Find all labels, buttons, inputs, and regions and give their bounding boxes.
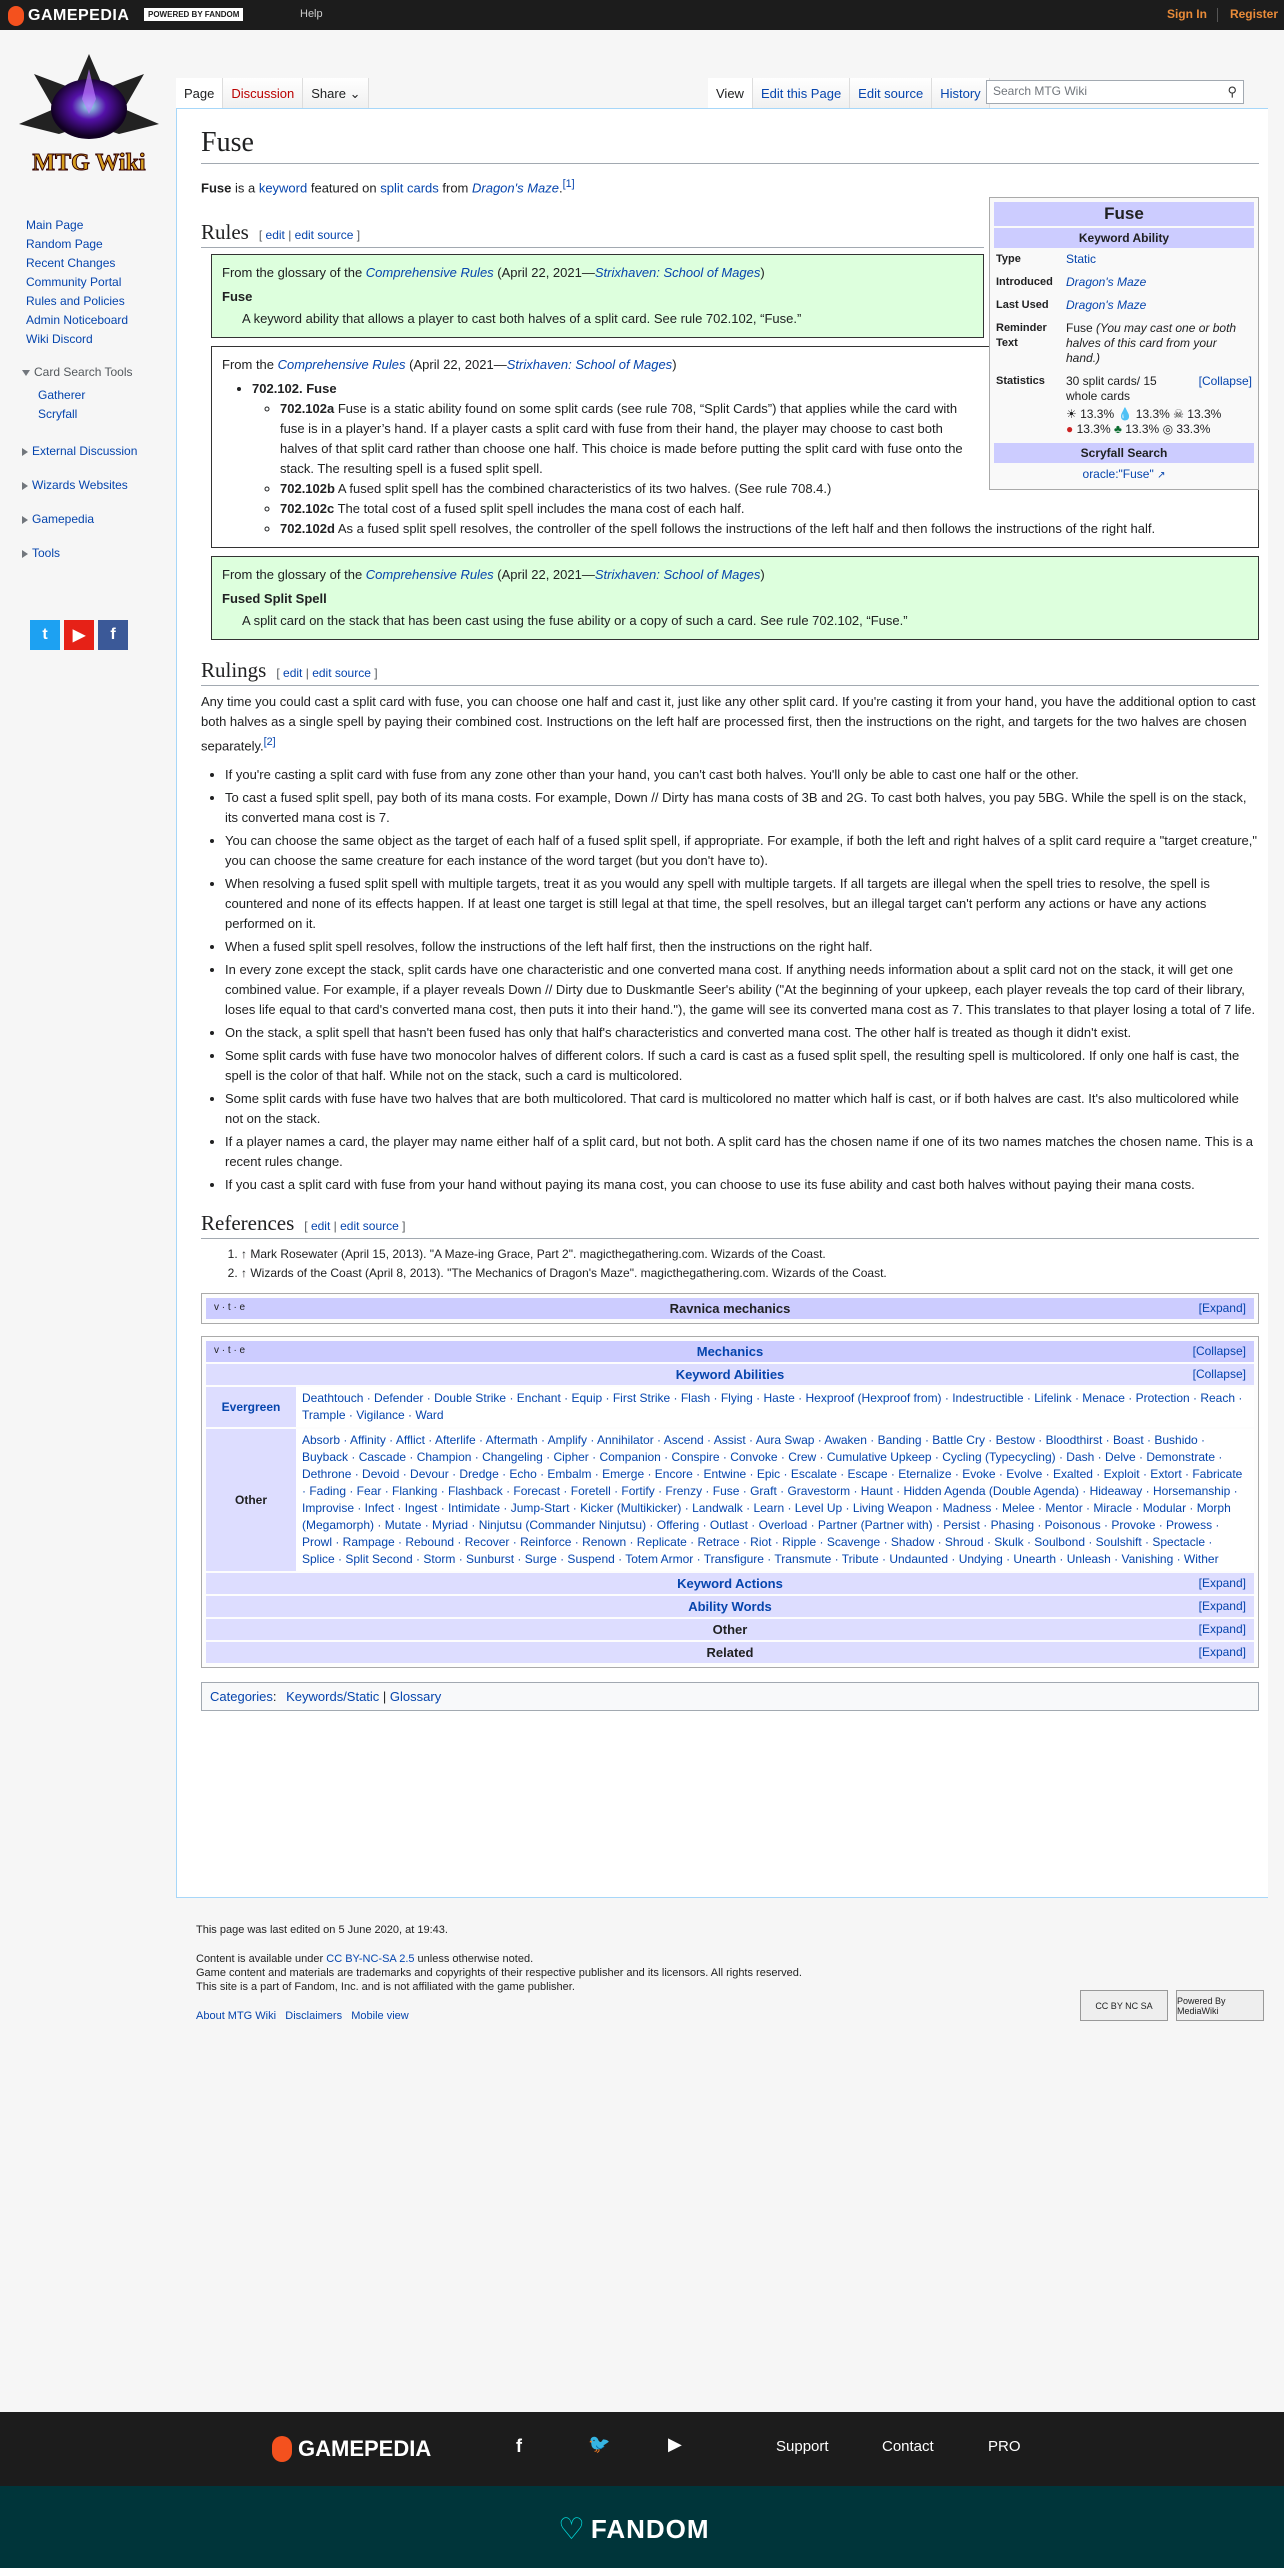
navbox-group-other <box>206 1429 1254 1571</box>
subheader-title[interactable]: Keyword Abilities <box>675 1366 785 1382</box>
expanded-icon <box>22 370 30 376</box>
heading-text: References <box>201 1210 295 1235</box>
strixhaven-link[interactable]: Strixhaven: School of Mages <box>594 567 761 583</box>
edit-section: [ edit | edit source ] <box>258 228 361 243</box>
stat-pct: 13.3% <box>1125 422 1160 436</box>
ruling-item: • In every zone except the stack, split cards have one characteristic and one converted mana cost. If anything needs information about a split card not on the stack, it will get one combined value. For example, if a player reveals Down // Dirty due to Duskmantle Seer's ability ("At the beginning of your upkeep, each player reveals the top card of their library, loses life equal to that card's converted mana cost, then puts it into their hand."), the game will see its converted mana cost as 7. This translates to that player losing a total of 7 life. <box>225 960 1259 1020</box>
powered-by-fandom: POWERED BY FANDOM <box>144 8 243 21</box>
reference-item: 1. ↑ Mark Rosewater (April 15, 2013). "A Maze-ing Grace, Part 2". magicthegathering.com. Wizards of the Coast. <box>241 1245 1259 1264</box>
glossary-definition: A split card on the stack that has been cast using the fuse ability or a copy of such a card. See rule 702.102, “Fuse.” <box>242 613 908 629</box>
top-bar <box>0 0 1284 30</box>
group-list[interactable]: Deathtouch · Defender · Double Strike · Enchant · Equip · First Strike · Flash · Flying · Haste · Hexproof (Hexproof from) · Indestructible · Lifelink · Menace · Protection · Reach · Trample · Vigilance · Ward <box>296 1387 1254 1427</box>
trademark-notice: Game content and materials are trademarks and copyrights of their respective publisher and its licensors. All rights reserved. <box>196 1967 802 1979</box>
blue-mana-icon: 💧 <box>1117 407 1133 421</box>
keyword-link[interactable]: keyword <box>258 180 308 196</box>
stat-pct: 13.3% <box>1080 407 1115 421</box>
text: from <box>438 180 472 196</box>
text: ) <box>760 265 765 281</box>
fandom-logo[interactable] <box>558 2512 710 2547</box>
collapsed-icon <box>22 448 28 456</box>
text: ) <box>760 567 765 583</box>
strixhaven-link[interactable]: Strixhaven: School of Mages <box>594 265 761 281</box>
rulings-list <box>225 765 1259 1195</box>
glossary-box-fused-split-spell <box>211 556 1259 640</box>
category-glossary[interactable]: Glossary <box>389 1688 442 1704</box>
rule-title: 702.102. Fuse <box>252 381 337 397</box>
main-navigation <box>26 216 128 349</box>
footer-badges <box>1080 1990 1264 2021</box>
youtube-icon[interactable]: ▶ <box>64 620 94 650</box>
edit-source-link[interactable]: edit source <box>340 1218 399 1233</box>
search-input[interactable] <box>986 80 1244 104</box>
nav-rules-policies[interactable]: Rules and Policies <box>26 294 125 308</box>
expand-button[interactable]: [Expand] <box>1198 1644 1246 1659</box>
stat-counts: 30 split cards/ 15 whole cards <box>1066 374 1157 403</box>
infobox-title: Fuse <box>994 202 1254 226</box>
comprehensive-rules-link[interactable]: Comprehensive Rules <box>365 567 494 583</box>
logo-text: MTG Wiki <box>32 150 146 176</box>
portal-label: Tools <box>32 546 61 560</box>
text: ) <box>672 357 677 373</box>
social-links <box>30 620 128 650</box>
fandom-footer <box>0 2486 1284 2568</box>
twitter-icon[interactable]: t <box>30 620 60 650</box>
gamepedia-footer-logo[interactable] <box>272 2436 431 2462</box>
edit-link[interactable]: edit <box>310 1218 331 1233</box>
license-line <box>196 1952 802 1966</box>
tab-edit-source[interactable]: Edit source <box>850 78 932 108</box>
ref-2[interactable]: [2] <box>263 736 276 749</box>
text: From the glossary of the <box>222 567 366 583</box>
mtg-wiki-logo[interactable] <box>14 44 164 184</box>
content-area <box>176 108 1268 1898</box>
portal-label: Wizards Websites <box>32 478 128 492</box>
edit-source-link[interactable]: edit source <box>294 228 354 243</box>
tab-edit-page[interactable]: Edit this Page <box>753 78 850 108</box>
chevron-down-icon: ⌄ <box>349 86 361 101</box>
mediawiki-badge[interactable]: Powered By MediaWiki <box>1176 1990 1264 2021</box>
categories-bar: Categories: Keywords/Static | Glossary <box>201 1682 1259 1711</box>
edit-link[interactable]: edit <box>265 228 285 243</box>
gamepedia-wordmark: GAMEPEDIA <box>28 7 130 24</box>
fandom-heart-icon: ♡ <box>558 2513 585 2546</box>
navbox-subheader <box>206 1364 1254 1385</box>
ruling-item: • Some split cards with fuse have two monocolor halves of different colors. If such a card is cast as a fused split spell, the resulting spell is multicolored. If only one half is cast, the spell is the color of that half. While not on the stack, such a card is multicolored. <box>225 1046 1259 1086</box>
subheader-title[interactable]: Keyword Actions <box>677 1575 783 1591</box>
rule-702-102c <box>280 499 1248 519</box>
rule-num: 702.102a <box>280 401 335 417</box>
comprehensive-rules-link[interactable]: Comprehensive Rules <box>277 357 406 373</box>
reminder-text: (You may cast one or both halves of this card from your hand.) <box>1066 321 1237 365</box>
ruling-item: • If you cast a split card with fuse from your hand without paying its mana cost, you can choose to use its fuse ability and cast both halves without paying their mana costs. <box>225 1175 1259 1195</box>
collapse-button[interactable]: [Collapse] <box>1192 1366 1246 1381</box>
facebook-icon[interactable]: f <box>98 620 128 650</box>
register-link[interactable]: Register <box>1229 7 1278 21</box>
rule-text: As a fused split spell resolves, the controller of the spell follows the instructions of the left half and then follows the instructions of the right half. <box>334 521 1156 537</box>
external-link-icon: ↗ <box>1157 470 1166 481</box>
subheader-title[interactable]: Ability Words <box>688 1598 772 1614</box>
text: (April 22, 2021— <box>493 567 595 583</box>
infobox-subtitle: Keyword Ability <box>994 228 1254 248</box>
text: Content is available under <box>196 1953 327 1965</box>
nav-scryfall[interactable]: Scryfall <box>38 407 78 421</box>
stat-pct: 13.3% <box>1187 407 1222 421</box>
nav-admin-noticeboard[interactable]: Admin Noticeboard <box>26 313 129 327</box>
ruling-item: • If you're casting a split card with fuse from any zone other than your hand, you can't cast both halves. You'll only be able to cast one half or the other. <box>225 765 1259 785</box>
help-link[interactable]: Help <box>300 8 323 20</box>
nav-wiki-discord[interactable]: Wiki Discord <box>26 332 93 346</box>
divider <box>1217 8 1218 22</box>
scryfall-row <box>994 463 1254 485</box>
nav-community-portal[interactable]: Community Portal <box>26 275 122 289</box>
subrules-list <box>280 399 978 479</box>
text: . <box>559 180 563 196</box>
expand-button[interactable]: [Expand] <box>1198 1575 1246 1590</box>
text: is a <box>231 180 259 196</box>
black-mana-icon: ☠ <box>1173 407 1184 421</box>
split-cards-link[interactable]: split cards <box>380 180 439 196</box>
page-tabs-left <box>176 78 369 108</box>
portal-label: Card Search Tools <box>34 365 133 379</box>
scryfall-search-header: Scryfall Search <box>994 443 1254 463</box>
glossary-box-fuse <box>211 254 984 338</box>
row-key: Reminder Text <box>996 322 1047 349</box>
introduced-link[interactable]: Dragon's Maze <box>1066 275 1147 289</box>
ruling-item: • Some split cards with fuse have two halves that are both multicolored. That card is multicolored no matter which half is cast, or if both halves are cast. It's also multicolored while not on the stack. <box>225 1089 1259 1129</box>
infobox-row-last-used <box>994 294 1254 317</box>
footer-links <box>196 2006 802 2026</box>
card-search-tools-toggle[interactable] <box>22 365 133 379</box>
collapse-button[interactable]: [Collapse] <box>1192 1343 1246 1358</box>
group-label[interactable]: Evergreen <box>206 1387 296 1427</box>
rule-702-102a <box>280 399 978 479</box>
nav-main-page[interactable]: Main Page <box>26 218 84 232</box>
tab-share[interactable] <box>303 78 369 108</box>
row-value <box>1066 374 1252 437</box>
references-heading <box>201 1211 1259 1239</box>
dragons-maze-link[interactable]: Dragon's Maze <box>472 180 560 196</box>
wizards-websites-toggle[interactable] <box>22 478 128 492</box>
collapsed-icon <box>22 516 28 524</box>
rulings-heading <box>201 658 1259 686</box>
rulings-intro <box>201 692 1259 756</box>
gamepedia-footer <box>0 2412 1284 2486</box>
references-list <box>241 1245 1259 1283</box>
heading-text: Rules <box>201 220 249 245</box>
infobox <box>989 197 1259 490</box>
tab-page[interactable]: Page <box>176 78 223 108</box>
infobox-row-statistics <box>994 370 1254 441</box>
rule-text: A fused split spell has the combined characteristics of its two halves. (See rule 708.4.) <box>334 481 832 497</box>
stat-pct: 13.3% <box>1135 407 1170 421</box>
youtube-icon[interactable]: ▶ <box>668 2434 682 2454</box>
ruling-item: • If a player names a card, the player may name either half of a split card, but not both. A split card has the chosen name if one of its two names matches the chosen name. This is a recent rules change. <box>225 1132 1259 1172</box>
disclaimers-link[interactable]: Disclaimers <box>285 2010 343 2022</box>
account-links <box>1155 7 1278 22</box>
stat-line <box>1066 374 1252 404</box>
group-list[interactable]: Absorb · Affinity · Afflict · Afterlife · Aftermath · Amplify · Annihilator · Ascend · Assist · Aura Swap · Awaken · Banding · Battle Cry · Bestow · Bloodthirst · Boast · Bushido · Buyback · Cascade · Champion · Changeling · Cipher · Companion · Conspire · Convoke · Crew · Cumulative Upkeep · Cycling (Typecycling) · Dash · Delve · Demonstrate · Dethrone · Devoid · Devour · Dredge · Echo · Embalm · Emerge · Encore · Entwine · Epic · Escalate · Escape · Eternalize · Evoke · Evolve · Exalted · Exploit · Extort · Fabricate · Fading · Fear · Flanking · Flashback · Forecast · Foretell · Fortify · Frenzy · Fuse · Graft · Gravestorm · Haunt · Hidden Agenda (Double Agenda) · Hideaway · Horsemanship · Improvise · Infect · Ingest · Intimidate · Jump-Start · Kicker (Multikicker) · Landwalk · Learn · Level Up · Living Weapon · Madness · Melee · Mentor · Miracle · Modular · Morph (Megamorph) · Mutate · Myriad · Ninjutsu (Commander Ninjutsu) · Offering · Outlast · Overload · Partner (Partner with) · Persist · Phasing · Poisonous · Provoke · Prowess · Prowl · Rampage · Rebound · Recover · Reinforce · Renown · Replicate · Retrace · Riot · Ripple · Scavenge · Shadow · Shroud · Skulk · Soulbond · Soulshift · Spectacle · Splice · Split Second · Storm · Sunburst · Surge · Suspend · Totem Armor · Transfigure · Transmute · Tribute · Undaunted · Undying · Unearth · Unleash · Vanishing · Wither <box>296 1429 1254 1571</box>
rule-702-102d <box>280 519 1248 539</box>
rule-text: Fuse is a static ability found on some split cards (see rule 708, “Split Cards”) that applies while the card with fuse is in a player’s hand. If a player casts a split card with fuse from their hand, the player may choose to cast both halves of that split card rather than choose one half. This choice is made before putting the split card with fuse onto the stack. The resulting spell is a fused split spell. <box>280 401 963 477</box>
subheader-title: Other <box>712 1621 748 1637</box>
license-link[interactable]: CC BY-NC-SA 2.5 <box>326 1953 415 1965</box>
navbox-header <box>206 1341 1254 1362</box>
navbox-header <box>206 1298 1254 1319</box>
rules-heading <box>201 220 984 248</box>
expand-button[interactable]: [Expand] <box>1198 1300 1246 1315</box>
rule-text: The total cost of a fused split spell includes the mana cost of each half. <box>334 501 745 517</box>
text: unless otherwise noted. <box>414 1953 534 1965</box>
categories-link[interactable]: Categories <box>210 1688 273 1704</box>
about-link[interactable]: About MTG Wiki <box>196 2010 277 2022</box>
nav-gatherer[interactable]: Gatherer <box>38 388 86 402</box>
gamepedia-logo[interactable] <box>8 5 129 27</box>
navbox-mechanics <box>201 1336 1259 1668</box>
fandom-wordmark: FANDOM <box>590 2514 710 2544</box>
green-mana-icon: ♣ <box>1113 422 1122 436</box>
ruling-item: • When resolving a fused split spell with multiple targets, treat it as you would any spell with multiple targets. If all targets are illegal when the spell tries to resolve, the spell is countered and none of its effects happen. If at least one target is still legal at that time, the spell resolves, but an illegal target can't perform any actions or have any actions performed on it. <box>225 874 1259 934</box>
navbox-subheader <box>206 1596 1254 1617</box>
term-bold: Fuse <box>201 180 232 196</box>
glossary-source <box>222 565 1248 585</box>
portal-label: External Discussion <box>32 444 138 458</box>
gamepedia-wordmark: GAMEPEDIA <box>298 2436 432 2461</box>
text: From the <box>222 357 278 373</box>
vte-links[interactable]: v · t · e <box>214 1344 246 1356</box>
group-label: Other <box>206 1429 296 1571</box>
edit-section: [ edit | edit source ] <box>276 666 378 681</box>
white-mana-icon: ☀ <box>1066 407 1077 421</box>
text: featured on <box>307 180 381 196</box>
cc-license-badge[interactable]: CC BY NC SA <box>1080 1990 1168 2021</box>
facebook-icon[interactable]: f <box>516 2436 522 2456</box>
collapsed-icon <box>22 550 28 558</box>
row-value <box>1066 321 1252 366</box>
text: Any time you could cast a split card with fuse, you can choose one half and cast it, just like any other split card. If you're casting it from your hand, you have the additional option to cast both halves as a single spell by paying their combined cost. Instructions on the left half are processed first, then the instructions on the right, and targets for the two halves are chosen separately. <box>201 694 1256 754</box>
ruling-item: • On the stack, a split spell that hasn't been fused has only that half's characteristics and converted mana cost. The other half is treated as though it didn't exist. <box>225 1023 1259 1043</box>
portal-label: Gamepedia <box>32 512 95 526</box>
share-label: Share <box>311 86 346 101</box>
vte-links[interactable]: v · t · e <box>214 1301 246 1313</box>
glossary-definition: A keyword ability that allows a player to cast both halves of a split card. See rule 702.102, “Fuse.” <box>242 311 802 327</box>
row-key: Type <box>996 253 1021 265</box>
rule-num: 702.102b <box>280 481 335 497</box>
tab-history[interactable]: History <box>932 78 989 108</box>
text: (April 22, 2021— <box>405 357 507 373</box>
page-footer <box>196 1920 802 2026</box>
infobox-row-reminder <box>994 317 1254 370</box>
row-key: Last Used <box>996 299 1049 311</box>
text: From the glossary of the <box>222 265 366 281</box>
infobox-row-type <box>994 248 1254 271</box>
affiliation-notice: This site is a part of Fandom, Inc. and is not affiliated with the game publisher. <box>196 1981 575 1993</box>
row-key: Introduced <box>996 276 1053 288</box>
rule-num: 702.102c <box>280 501 335 517</box>
glossary-term: Fuse <box>222 289 253 305</box>
edit-section: [ edit | edit source ] <box>304 1218 406 1233</box>
infobox-row-introduced <box>994 271 1254 294</box>
gamepedia-toggle[interactable] <box>22 512 94 526</box>
page-tabs-right <box>708 78 990 108</box>
scryfall-oracle-link[interactable]: oracle:"Fuse" <box>1082 467 1154 481</box>
collapse-button[interactable]: [Collapse] <box>1198 374 1252 388</box>
navbox-ravnica <box>201 1293 1259 1324</box>
navbox-subheader <box>206 1573 1254 1594</box>
ref-1[interactable]: [1] <box>562 178 575 190</box>
navbox-subheader <box>206 1619 1254 1640</box>
subheader-title: Related <box>706 1644 754 1660</box>
collapsed-icon <box>22 482 28 490</box>
nav-recent-changes[interactable]: Recent Changes <box>26 256 116 270</box>
mobile-view-link[interactable]: Mobile view <box>351 2010 409 2022</box>
rule-num: 702.102d <box>280 521 335 537</box>
twitter-icon[interactable]: 🐦 <box>588 2434 611 2454</box>
edit-link[interactable]: edit <box>283 666 303 681</box>
last-edited: This page was last edited on 5 June 2020, at 19:43. <box>196 1924 448 1936</box>
stat-pct: 33.3% <box>1176 422 1211 436</box>
sign-in-link[interactable]: Sign In <box>1166 7 1207 21</box>
comprehensive-rules-link[interactable]: Comprehensive Rules <box>365 265 494 281</box>
navbox-title[interactable]: Mechanics <box>696 1343 764 1359</box>
glossary-term: Fused Split Spell <box>222 591 327 607</box>
gamepedia-flame-icon <box>272 2436 292 2462</box>
expand-button[interactable]: [Expand] <box>1198 1598 1246 1613</box>
search-icon[interactable]: ⚲ <box>1227 84 1237 99</box>
color-stats <box>1066 407 1252 437</box>
ruling-item: • When a fused split spell resolves, follow the instructions of the left half first, then the instructions on the right half. <box>225 937 1259 957</box>
expand-button[interactable]: [Expand] <box>1198 1621 1246 1636</box>
gamepedia-flame-icon <box>8 6 24 26</box>
pro-link[interactable]: PRO <box>988 2438 1021 2455</box>
reference-item: 2. ↑ Wizards of the Coast (April 8, 2013). "The Mechanics of Dragon's Maze". magicthegathering.com. Wizards of the Coast. <box>241 1264 1259 1283</box>
row-key: Statistics <box>996 375 1045 387</box>
edit-source-link[interactable]: edit source <box>312 666 371 681</box>
tab-view[interactable]: View <box>708 78 753 108</box>
navbox-subheader <box>206 1642 1254 1663</box>
nav-random-page[interactable]: Random Page <box>26 237 103 251</box>
strixhaven-link[interactable]: Strixhaven: School of Mages <box>506 357 673 373</box>
navbox-group-evergreen <box>206 1387 1254 1427</box>
heading-text: Rulings <box>201 658 267 683</box>
intro-paragraph <box>201 174 1259 198</box>
page-title: Fuse <box>201 127 1259 164</box>
colorless-mana-icon: ◎ <box>1162 422 1174 436</box>
static-link[interactable]: Static <box>1066 252 1097 266</box>
last-used-link[interactable]: Dragon's Maze <box>1066 298 1147 312</box>
stat-pct: 13.3% <box>1076 422 1111 436</box>
text: Fuse <box>1066 321 1097 335</box>
category-keywords-static[interactable]: Keywords/Static <box>286 1688 380 1704</box>
card-search-links <box>38 386 85 424</box>
contact-link[interactable]: Contact <box>882 2438 934 2455</box>
navbox-title[interactable]: Ravnica mechanics <box>669 1300 791 1316</box>
glossary-source <box>222 263 973 283</box>
support-link[interactable]: Support <box>776 2438 829 2455</box>
tools-toggle[interactable] <box>22 546 60 560</box>
ruling-item: • You can choose the same object as the target of each half of a fused split spell, if appropriate. For example, if both the left and right halves of a split card require a "target creature," you can choose the same creature for each instance of the word target (but you don't have to). <box>225 831 1259 871</box>
search-placeholder: Search MTG Wiki <box>993 84 1088 98</box>
text: (April 22, 2021— <box>493 265 595 281</box>
red-mana-icon: ● <box>1066 422 1074 436</box>
external-discussion-toggle[interactable] <box>22 444 137 458</box>
tab-discussion[interactable]: Discussion <box>223 78 303 108</box>
ruling-item: • To cast a fused split spell, pay both of its mana costs. For example, Down // Dirty has mana costs of 3B and 2G. To cast both halves, you pay 5BG. While the spell is on the stack, its converted mana cost is 7. <box>225 788 1259 828</box>
